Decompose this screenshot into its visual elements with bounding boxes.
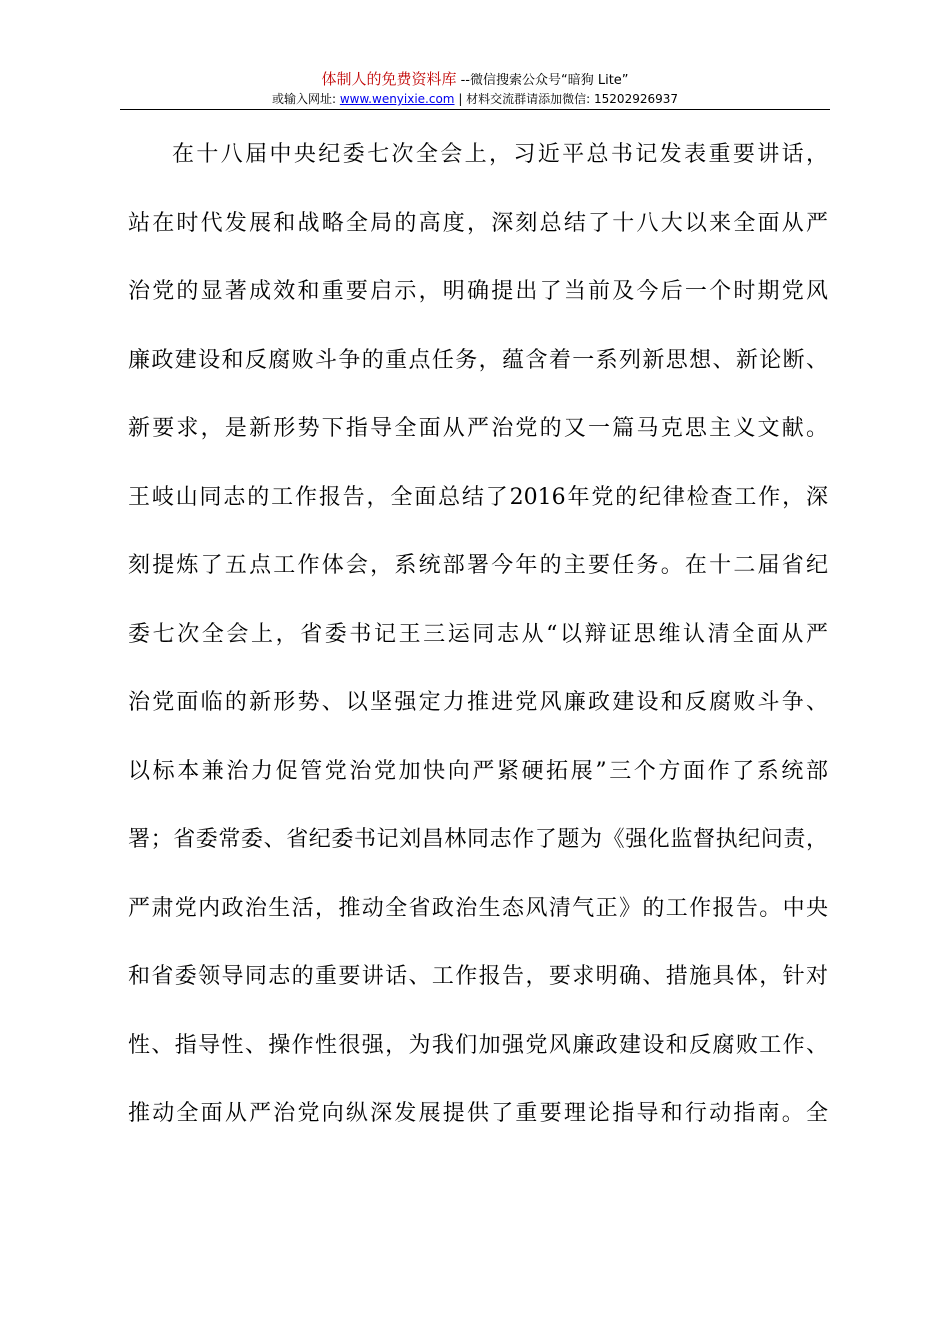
text-line: 以标本兼治力促管党治党加快向严紧硬拓展”三个方面作了系统部 [128,758,828,784]
header-url-prefix: 或输入网址: [271,92,340,106]
text-line: 和省委领导同志的重要讲话、工作报告，要求明确、措施具体，针对 [128,964,828,989]
text-line: 治党面临的新形势、以坚强定力推进党风廉政建设和反腐败斗争、 [128,690,828,715]
header-brand: 体制人的免费资料库 [321,70,457,88]
text-line: 委七次全会上，省委书记王三运同志从“以辩证思维认清全面从严 [128,621,828,647]
header-title-line [120,70,830,90]
text-line: 推动全面从严治党向纵深发展提供了重要理论指导和行动指南。全 [128,1101,828,1126]
text-line: 署；省委常委、省纪委书记刘昌林同志作了题为《强化监督执纪问责， [128,827,828,852]
page-header [120,70,830,110]
document-body [128,128,828,1156]
text-line: 在十八届中央纪委七次全会上，习近平总书记发表重要讲话， [172,142,828,167]
header-contact-suffix: | 材料交流群请添加微信: 15202926937 [454,92,679,106]
text-line: 王岐山同志的工作报告，全面总结了2016年党的纪律检查工作，深 [128,484,828,510]
text-line: 站在时代发展和战略全局的高度，深刻总结了十八大以来全面从严 [128,210,828,236]
header-contact-line [120,90,830,108]
header-divider [120,109,830,110]
text-line: 严肃党内政治生活，推动全省政治生态风清气正》的工作报告。中央 [128,895,828,921]
text-line: 刻提炼了五点工作体会，系统部署今年的主要任务。在十二届省纪 [128,553,828,578]
header-url-link[interactable]: www.wenyixie.com [339,92,455,106]
text-line: 新要求，是新形势下指导全面从严治党的又一篇马克思主义文献。 [128,416,828,441]
header-tagline: --微信搜索公众号“暗狗 Lite” [456,73,629,88]
text-line: 治党的显著成效和重要启示，明确提出了当前及今后一个时期党风 [128,279,828,304]
text-line: 廉政建设和反腐败斗争的重点任务，蕴含着一系列新思想、新论断、 [128,347,828,373]
text-line: 性、指导性、操作性很强，为我们加强党风廉政建设和反腐败工作、 [128,1032,828,1058]
